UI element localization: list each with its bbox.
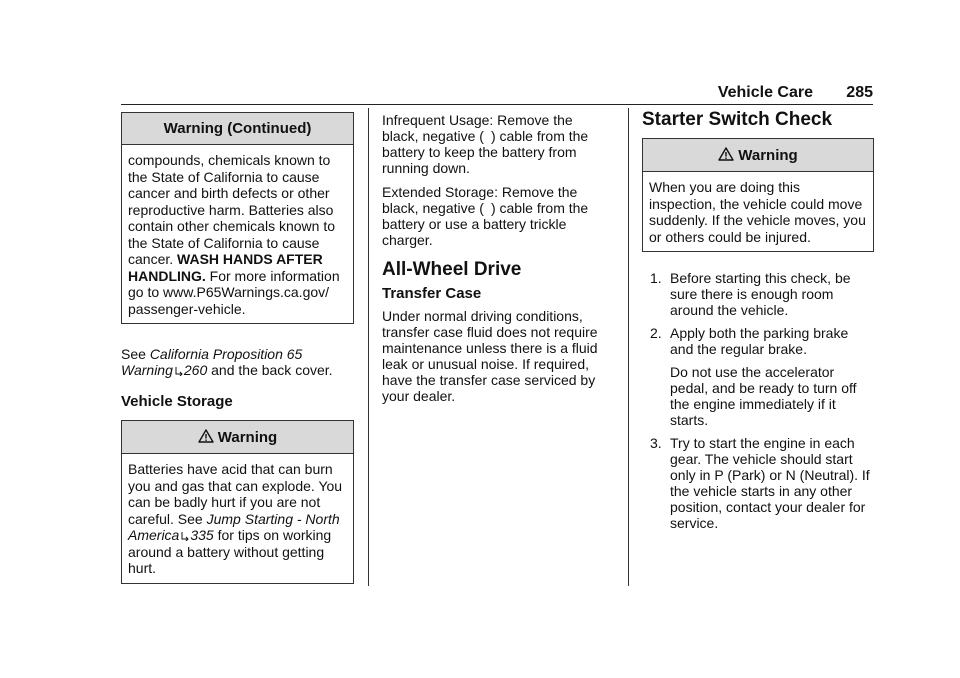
page-reference-arrow-icon <box>180 531 189 541</box>
step-text: Before starting this check, be sure there is enough room around the vehicle. <box>670 270 851 318</box>
crossref-link[interactable]: Jump Starting - North America <box>128 510 340 543</box>
caution-icon <box>198 429 214 443</box>
column-divider <box>368 108 369 586</box>
see-suffix: and the back cover. <box>207 362 333 378</box>
transfer-case-heading: Transfer Case <box>382 285 482 302</box>
warning-text: compounds, chemicals known to the State of California to cause cancer and birth defects or other reproductive harm. Batteries also contain other chemicals known to the State of California to cause cancer. <box>128 152 335 267</box>
step-number: 2. <box>650 325 662 341</box>
see-reference <box>121 346 354 378</box>
warning-text-more: for tips on working around a battery without getting hurt. <box>128 527 332 576</box>
crossref-link[interactable]: California Proposition 65 Warning <box>121 346 303 378</box>
step-text: Try to start the engine in each gear. The vehicle should start only in P (Park) or N (Neutral). If the vehicle starts in any other position, contact your dealer for service. <box>670 435 870 531</box>
step-item <box>642 270 874 318</box>
transfer-case-paragraph: Under normal driving conditions, transfer case fluid does not require maintenance unless there is a fluid leak or unusual noise. If required, have the transfer case serviced by your dealer. <box>382 308 598 404</box>
warning-text: When you are doing this inspection, the vehicle could move suddenly. If the vehicle moves, you or others could be injured. <box>649 179 866 245</box>
warning-box <box>121 420 354 584</box>
warning-emphasis: WASH HANDS AFTER HANDLING. <box>128 251 323 284</box>
warning-body <box>643 172 873 251</box>
crossref-page[interactable]: 260 <box>183 362 208 378</box>
page-reference-arrow-icon <box>174 366 183 376</box>
caution-icon <box>718 147 734 161</box>
starter-switch-heading: Starter Switch Check <box>642 109 833 130</box>
page-number: 285 <box>846 84 873 101</box>
warning-title: Warning <box>738 147 798 164</box>
warning-text-more: For more information go to www.P65Warnings.ca.gov/ passenger-vehicle. <box>128 267 340 317</box>
step-number: 1. <box>650 270 662 286</box>
all-wheel-drive-heading: All-Wheel Drive <box>382 259 522 280</box>
column-divider <box>628 108 629 586</box>
step-item <box>642 325 874 428</box>
step-text: Apply both the parking brake and the regular brake. <box>670 325 849 357</box>
step-note: Do not use the accelerator pedal, and be ready to turn off the engine immediately if it starts. <box>670 364 857 428</box>
page-header <box>121 84 873 105</box>
vehicle-storage-heading: Vehicle Storage <box>121 393 233 410</box>
column-left <box>121 112 354 584</box>
column-middle <box>382 112 607 412</box>
column-right <box>642 109 874 538</box>
see-prefix: See <box>121 346 150 362</box>
extended-storage-paragraph: Extended Storage: Remove the black, negative ( ) cable from the battery or use a battery trickle charger. <box>382 184 589 248</box>
warning-text: Batteries have acid that can burn you and gas that can explode. You can be badly hurt if you are not careful. See <box>128 461 343 527</box>
infrequent-usage-paragraph: Infrequent Usage: Remove the black, negative ( ) cable from the battery to keep the battery from running down. <box>382 112 589 176</box>
step-number: 3. <box>650 435 662 451</box>
crossref-page[interactable]: 335 <box>190 527 214 543</box>
warning-header <box>643 139 873 172</box>
warning-continued-body <box>122 145 353 323</box>
warning-title: Warning <box>217 429 278 446</box>
warning-header <box>122 421 353 454</box>
warning-continued-title: Warning (Continued) <box>122 113 353 145</box>
warning-box <box>642 138 874 252</box>
section-title: Vehicle Care <box>717 84 813 101</box>
warning-body <box>122 454 353 583</box>
warning-continued-box <box>121 112 354 324</box>
step-item <box>642 435 874 531</box>
procedure-steps <box>642 270 874 531</box>
